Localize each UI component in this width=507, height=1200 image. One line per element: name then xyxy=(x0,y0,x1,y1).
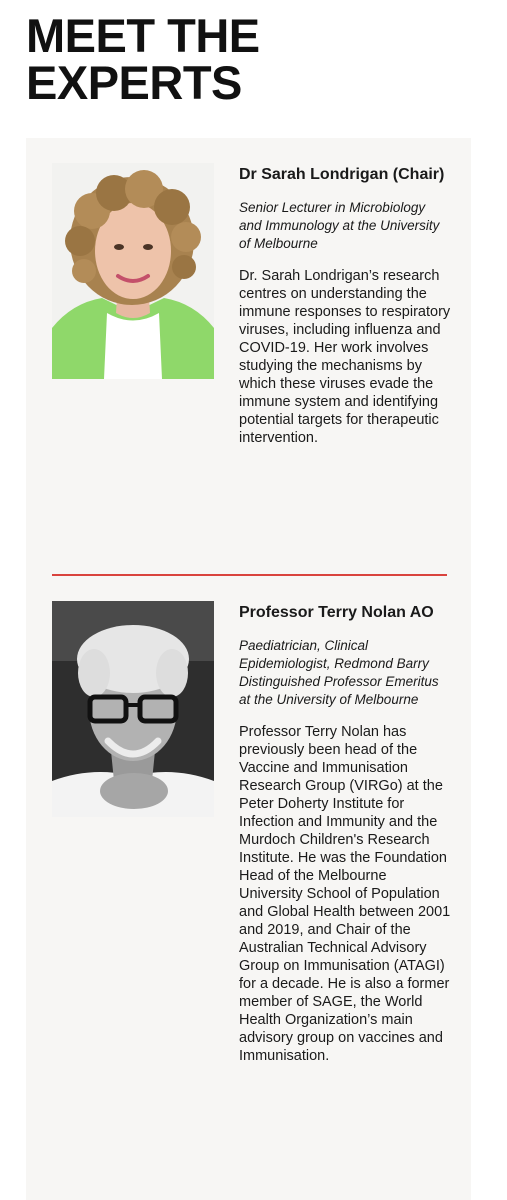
expert-name: Dr Sarah Londrigan (Chair) xyxy=(239,166,445,183)
expert-photo xyxy=(52,163,214,379)
expert-card xyxy=(52,601,451,1181)
expert-info xyxy=(239,165,451,447)
expert-bio: Dr. Sarah Londrigan’s research centres on understanding the immune responses to respiratory viruses, including influenza and COVID-19. Her work involves studying the mechanisms by which these viruses evade the immune system and identifying potential targets for therapeutic intervention. xyxy=(239,268,451,446)
expert-card xyxy=(52,163,451,523)
experts-panel xyxy=(26,138,471,1200)
expert-photo xyxy=(52,601,214,817)
page-title: MEET THE EXPERTS xyxy=(26,9,260,109)
expert-info xyxy=(239,603,451,1065)
expert-role: Senior Lecturer in Microbiology and Immunology at the University of Melbourne xyxy=(239,200,440,251)
expert-bio: Professor Terry Nolan has previously been head of the Vaccine and Immunisation Research Group (VIRGo) at the Peter Doherty Institute for Infection and Immunity and the Murdoch Children's Research Institute. He was the Foundation Head of the Melbourne University School of Population and Global Health between 2001 and 2019, and Chair of the Australian Technical Advisory Group on Immunisation (ATAGI) for a decade. He is also a former member of SAGE, the World Health Organization’s main advisory group on vaccines and Immunisation. xyxy=(239,724,451,1064)
section-divider xyxy=(52,574,447,576)
expert-role: Paediatrician, Clinical Epidemiologist, Redmond Barry Distinguished Professor Emeritus at the University of Melbourne xyxy=(239,638,439,707)
expert-name: Professor Terry Nolan AO xyxy=(239,604,434,621)
